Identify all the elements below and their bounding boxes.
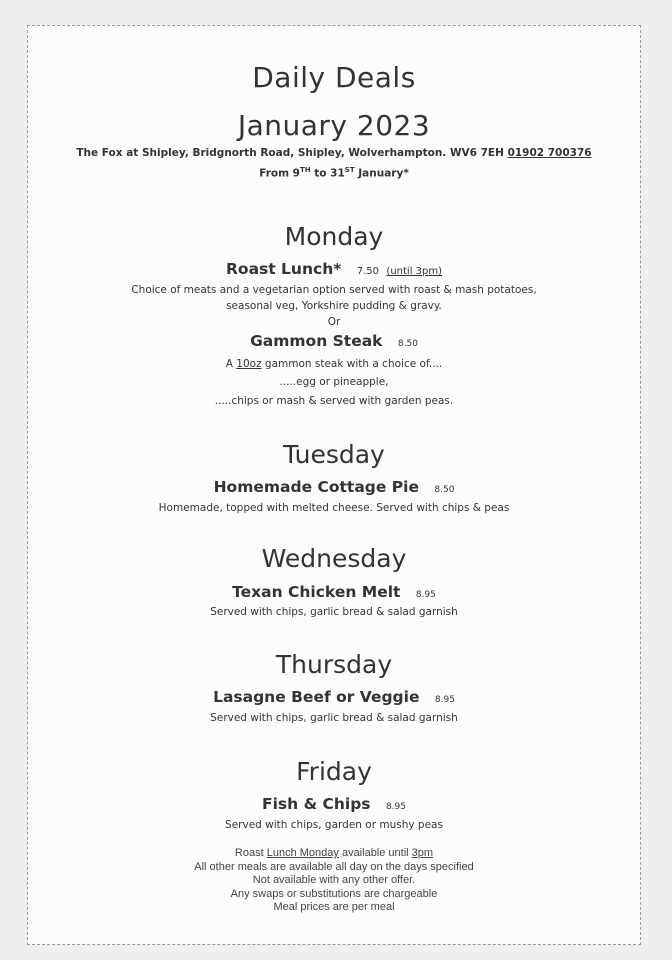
footer-text: Roast bbox=[234, 847, 267, 859]
footer-line bbox=[28, 847, 640, 861]
dish-texan-chicken-melt bbox=[28, 583, 640, 601]
dish-description: Served with chips, garlic bread & salad garnish bbox=[210, 606, 458, 618]
phone-number: 01902 700376 bbox=[507, 147, 592, 159]
or-divider: Or bbox=[327, 316, 341, 328]
dish-gammon-steak bbox=[28, 332, 640, 350]
dish-name: Gammon Steak bbox=[250, 332, 383, 350]
dish-description: seasonal veg, Yorkshire pudding & gravy. bbox=[226, 300, 442, 312]
footer-text-underlined: Lunch Monday bbox=[266, 847, 339, 859]
dish-cottage-pie bbox=[28, 478, 640, 496]
dish-name: Roast Lunch* bbox=[225, 260, 342, 278]
day-heading-monday: Monday bbox=[284, 222, 384, 251]
dish-name: Homemade Cottage Pie bbox=[213, 478, 419, 496]
dish-name: Texan Chicken Melt bbox=[232, 583, 401, 601]
dish-price: 8.50 bbox=[397, 339, 418, 349]
desc-text: A bbox=[225, 358, 237, 370]
footer-line: Any swaps or substitutions are chargeable bbox=[230, 887, 438, 900]
dish-name: Fish & Chips bbox=[262, 795, 371, 813]
dish-description: Homemade, topped with melted cheese. Served with chips & peas bbox=[158, 502, 510, 514]
dish-price: 8.95 bbox=[415, 590, 436, 600]
dish-price: 7.50 bbox=[356, 266, 380, 277]
dish-fish-chips bbox=[28, 795, 640, 813]
dish-roast-lunch bbox=[28, 260, 640, 278]
dish-description: Served with chips, garlic bread & salad garnish bbox=[210, 712, 458, 724]
footer-line: Meal prices are per meal bbox=[273, 901, 395, 913]
footer-text: available until bbox=[338, 847, 412, 859]
dish-description: .....egg or pineapple, bbox=[279, 376, 389, 388]
date-end: January* bbox=[354, 167, 409, 180]
date-range bbox=[28, 166, 640, 180]
dish-description: Served with chips, garden or mushy peas bbox=[225, 819, 443, 831]
day-heading-wednesday: Wednesday bbox=[261, 544, 407, 573]
footer-notes bbox=[28, 847, 640, 915]
date-from: From 9 bbox=[259, 167, 300, 180]
desc-text: gammon steak with a choice of.... bbox=[261, 358, 443, 370]
date-to: to 31 bbox=[310, 167, 345, 180]
day-heading-friday: Friday bbox=[296, 757, 372, 786]
page-title: Daily Deals bbox=[252, 61, 416, 94]
dish-name: Lasagne Beef or Veggie bbox=[213, 688, 420, 706]
dish-description: .....chips or mash & served with garden peas. bbox=[214, 395, 454, 407]
date-to-sup: ST bbox=[344, 166, 355, 174]
dish-description bbox=[28, 358, 640, 370]
dish-description: Choice of meats and a vegetarian option served with roast & mash potatoes, bbox=[131, 284, 537, 296]
date-from-sup: TH bbox=[299, 166, 311, 174]
footer-line: All other meals are available all day on the days specified bbox=[194, 860, 474, 873]
dish-price: 8.50 bbox=[434, 485, 455, 495]
day-heading-thursday: Thursday bbox=[275, 650, 393, 679]
page-subtitle: January 2023 bbox=[237, 109, 431, 142]
footer-text-underlined: 3pm bbox=[411, 847, 434, 859]
address-line bbox=[28, 147, 640, 159]
dish-note: (until 3pm) bbox=[386, 266, 443, 277]
address-text: The Fox at Shipley, Bridgnorth Road, Shipley, Wolverhampton. WV6 7EH bbox=[76, 147, 504, 159]
day-heading-tuesday: Tuesday bbox=[283, 440, 385, 469]
footer-line: Not available with any other offer. bbox=[252, 874, 416, 886]
menu-page bbox=[27, 25, 641, 945]
dish-lasagne bbox=[28, 688, 640, 706]
dish-price: 8.95 bbox=[434, 695, 455, 705]
dish-price: 8.95 bbox=[385, 802, 406, 812]
desc-text-underlined: 10oz bbox=[236, 358, 262, 370]
